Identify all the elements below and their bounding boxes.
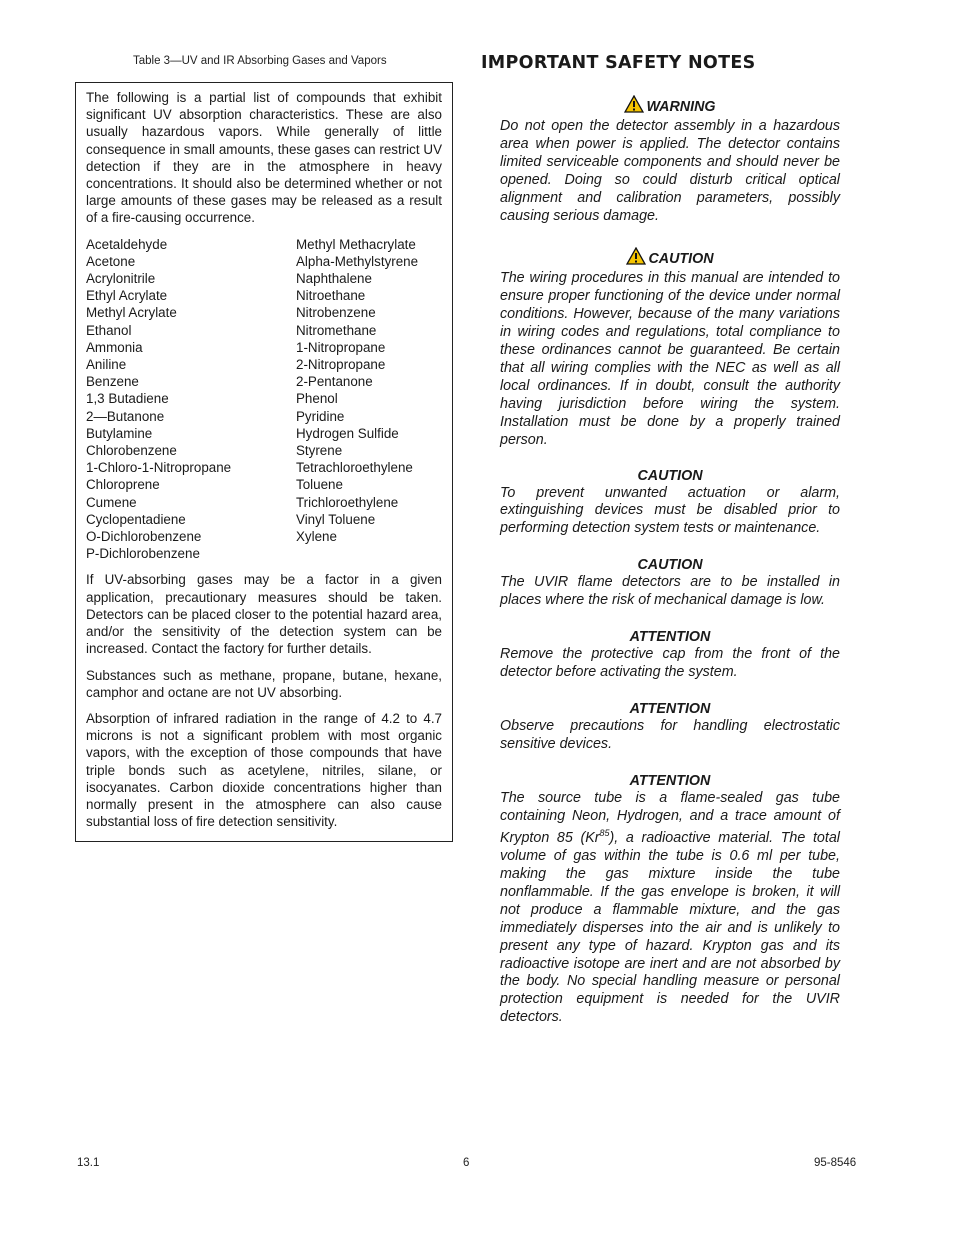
compound-item: Tetrachloroethylene <box>296 460 413 476</box>
note-text: Remove the protective cap from the front of the detector before activating the system. <box>500 646 840 680</box>
precautions-paragraph: If UV-absorbing gases may be a factor in a given application, precautionary measures should be taken. Detectors can be placed closer to the potential hazard area, and/or the sensitivity of the detection system can be increased. Contact the factory for further details. <box>86 572 442 657</box>
footer-page-number: 6 <box>463 1157 470 1169</box>
note-text: To prevent unwanted actuation or alarm, extinguishing devices must be disabled prior to performing detection system tests or maintenance. <box>500 484 840 537</box>
compound-item: Ammonia <box>86 339 143 355</box>
compound-item: Chloroprene <box>86 477 160 493</box>
compound-item: Butylamine <box>86 425 153 441</box>
compound-item: O-Dichlorobenzene <box>86 529 202 545</box>
note-heading: ATTENTION <box>629 629 711 646</box>
note-text: Observe precautions for handling electrostatic sensitive devices. <box>500 717 840 752</box>
compound-item: Acetone <box>86 253 136 269</box>
note-heading: CAUTION <box>637 467 703 484</box>
compound-column-left <box>86 236 296 563</box>
compound-item: Hydrogen Sulfide <box>296 425 399 441</box>
compound-item: Benzene <box>86 374 139 390</box>
compound-item: Trichloroethylene <box>296 494 399 510</box>
compound-item: Alpha-Methylstyrene <box>296 253 419 269</box>
compound-item: Acetaldehyde <box>86 236 168 252</box>
compound-item: Nitromethane <box>296 322 377 338</box>
note-heading: CAUTION <box>500 247 840 270</box>
compound-item: Ethanol <box>86 322 132 338</box>
note-text: The source tube is a flame-sealed gas tube containing Neon, Hydrogen, and a trace amount of Krypton 85 (Kr$^{85}$), a radioactive material. The total volume of gas within the tube is 0.6 ml per tube, making the gas mixture inside the tube nonflammable. If the gas envelope is broken, it will not produce a flammable mixture, and the gas immediately disperses into the air and is unlikely to present any type of hazard. Krypton gas and its radioactive isotope are inert and are not absorbed by the body. No special handling measure or personal protection equipment is needed for the UVIR detectors. <box>500 789 840 1026</box>
compound-item: Methyl Acrylate <box>86 305 177 321</box>
attention-source-tube-note <box>500 772 840 1028</box>
compound-item: 2-Pentanone <box>296 374 373 390</box>
compound-item: Pyridine <box>296 408 345 424</box>
compound-item: 1-Nitropropane <box>296 339 386 355</box>
compound-item: Xylene <box>296 529 337 545</box>
compound-item: Nitroethane <box>296 288 366 304</box>
attention-electrostatic-note <box>500 700 840 754</box>
safety-notes-title: IMPORTANT SAFETY NOTES <box>481 53 756 73</box>
compound-item: 1,3 Butadiene <box>86 391 169 407</box>
superscript: 85 <box>599 828 610 839</box>
compound-item: Acrylonitrile <box>86 271 156 287</box>
note-heading: CAUTION <box>637 557 703 574</box>
footer-revision: 13.1 <box>77 1157 100 1169</box>
note-text: Do not open the detector assembly in a hazardous area when power is applied. The detector contains limited serviceable components and should never be opened. Doing so could disturb critical optical alignment and calibration parameters, possibly causing serious damage. <box>500 118 840 224</box>
compound-item: 1-Chloro-1-Nitropropane <box>86 460 232 476</box>
compound-item: Ethyl Acrylate <box>86 288 168 304</box>
compound-item: P-Dichlorobenzene <box>86 546 200 562</box>
compound-item: Naphthalene <box>296 271 372 287</box>
warning-note <box>500 95 840 225</box>
attention-cap-note <box>500 628 840 682</box>
absorbing-gases-box <box>75 82 453 842</box>
compound-item: Chlorobenzene <box>86 443 177 459</box>
footer-document-number: 95-8546 <box>814 1157 857 1169</box>
compound-item: 2-Nitropropane <box>296 357 386 373</box>
infrared-paragraph: Absorption of infrared radiation in the range of 4.2 to 4.7 microns is not a significant problem with most organic vapors, with the exception of those compounds that have triple bonds such as acetylene, nitriles, silane, or isocyanates. Carbon dioxide concentrations higher than normally present in the atmosphere can also cause substantial loss of fire detection sensitivity. <box>86 710 442 830</box>
note-text: The wiring procedures in this manual are intended to ensure proper functioning of the device under normal conditions. However, because of the many variations in wiring codes and regulations, total compliance to these ordinances cannot be guaranteed. Be certain that all wiring complies with the NEC as well as all local ordinances. If in doubt, consult the authority having jurisdiction before wiring the system. Installation must be done by a properly trained person. <box>500 270 840 448</box>
compound-item: Cyclopentadiene <box>86 511 186 527</box>
safety-notes-section <box>481 50 841 1027</box>
table-caption: Table 3—UV and IR Absorbing Gases and Vapors <box>133 55 387 67</box>
intro-paragraph: The following is a partial list of compounds that exhibit significant UV absorption characteristics. These are also usually hazardous vapors. While generally of little consequence in small amounts, these gases can restrict UV detection if they are in the atmosphere in heavy concentrations. It should also be determined whether or not large amounts of these gases may be released as a result of a fire-causing occurrence. <box>86 90 442 226</box>
caution-installation-note <box>500 556 840 610</box>
caution-actuation-note <box>500 467 840 539</box>
compound-column-right <box>296 236 418 563</box>
warning-triangle-icon <box>626 247 646 270</box>
compound-item: 2—Butanone <box>86 408 165 424</box>
compound-item: Phenol <box>296 391 338 407</box>
note-heading: ATTENTION <box>629 772 711 789</box>
caution-wiring-note <box>500 247 840 449</box>
substances-paragraph: Substances such as methane, propane, butane, hexane, camphor and octane are not UV absorbing. <box>86 667 442 700</box>
compound-item: Nitrobenzene <box>296 305 376 321</box>
warning-triangle-icon <box>624 95 644 118</box>
note-text: The UVIR flame detectors are to be installed in places where the risk of mechanical damage is low. <box>500 574 840 609</box>
compound-list <box>86 236 442 563</box>
compound-item: Methyl Methacrylate <box>296 236 416 252</box>
compound-item: Toluene <box>296 477 343 493</box>
compound-item: Vinyl Toluene <box>296 511 376 527</box>
note-heading: WARNING <box>500 95 840 118</box>
note-heading: ATTENTION <box>629 700 711 717</box>
compound-item: Aniline <box>86 357 127 373</box>
compound-item: Cumene <box>86 494 137 510</box>
compound-item: Styrene <box>296 443 343 459</box>
